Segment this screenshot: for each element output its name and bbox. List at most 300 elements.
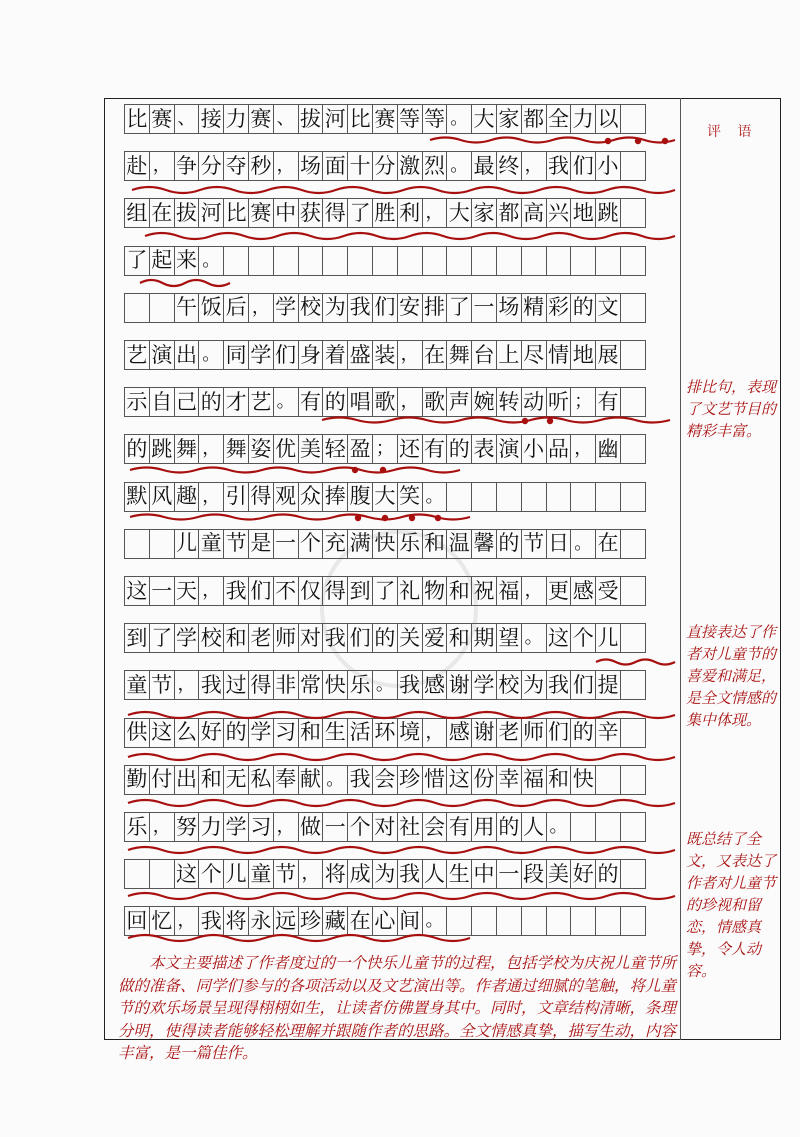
grid-cell bbox=[521, 246, 547, 276]
grid-cell: 排 bbox=[422, 293, 448, 323]
grid-cell: 人 bbox=[422, 859, 448, 889]
grid-cell: 和 bbox=[546, 765, 572, 795]
grid-cell: 赛 bbox=[248, 198, 274, 228]
grid-cell: 赛 bbox=[149, 104, 175, 134]
grid-cell: 关 bbox=[397, 623, 423, 653]
grid-cell: 表 bbox=[471, 434, 497, 464]
grid-cell: 十 bbox=[347, 151, 373, 181]
grid-cell: 力 bbox=[198, 812, 224, 842]
grid-cell: 不 bbox=[273, 576, 299, 606]
grid-cell: 我 bbox=[546, 670, 572, 700]
grid-cell: 比 bbox=[124, 104, 150, 134]
essay-row bbox=[124, 293, 645, 323]
grid-cell: 藏 bbox=[322, 906, 348, 936]
essay-row bbox=[124, 246, 645, 276]
grid-cell bbox=[620, 246, 646, 276]
grid-cell bbox=[496, 246, 522, 276]
grid-cell: 我 bbox=[546, 151, 572, 181]
grid-cell: 我 bbox=[347, 293, 373, 323]
grid-cell: 跳 bbox=[149, 434, 175, 464]
grid-cell: 高 bbox=[521, 198, 547, 228]
grid-cell: 为 bbox=[521, 670, 547, 700]
grid-cell: 、 bbox=[174, 104, 200, 134]
essay-row bbox=[124, 198, 645, 228]
grid-cell: 赛 bbox=[248, 104, 274, 134]
grid-cell: 满 bbox=[347, 529, 373, 559]
grid-cell: ， bbox=[149, 151, 175, 181]
grid-cell: 这 bbox=[446, 765, 472, 795]
grid-cell: 分 bbox=[372, 151, 398, 181]
grid-cell bbox=[546, 482, 572, 512]
grid-cell: 老 bbox=[496, 718, 522, 748]
grid-cell: ， bbox=[248, 293, 274, 323]
grid-cell: 我 bbox=[223, 576, 249, 606]
grid-cell: 期 bbox=[471, 623, 497, 653]
grid-cell: 乐 bbox=[124, 812, 150, 842]
grid-cell: 盛 bbox=[347, 340, 373, 370]
grid-cell: 乐 bbox=[397, 529, 423, 559]
grid-cell bbox=[124, 293, 150, 323]
grid-cell: 秒 bbox=[248, 151, 274, 181]
grid-cell: 快 bbox=[372, 529, 398, 559]
grid-cell: 会 bbox=[372, 765, 398, 795]
grid-cell: 激 bbox=[397, 151, 423, 181]
grid-cell: 起 bbox=[149, 246, 175, 276]
grid-cell bbox=[149, 293, 175, 323]
grid-cell: 有 bbox=[595, 387, 621, 417]
grid-cell bbox=[446, 246, 472, 276]
grid-cell: 舞 bbox=[174, 434, 200, 464]
grid-cell: 珍 bbox=[397, 765, 423, 795]
grid-cell bbox=[124, 859, 150, 889]
grid-cell: 以 bbox=[595, 104, 621, 134]
grid-cell: 对 bbox=[372, 812, 398, 842]
grid-cell: 。 bbox=[570, 529, 596, 559]
grid-cell: ， bbox=[298, 859, 324, 889]
grid-cell: 舞 bbox=[223, 434, 249, 464]
grid-cell: 习 bbox=[248, 812, 274, 842]
grid-cell: ， bbox=[273, 812, 299, 842]
grid-cell: 大 bbox=[446, 198, 472, 228]
grid-cell: 快 bbox=[322, 670, 348, 700]
grid-cell: 转 bbox=[496, 387, 522, 417]
grid-cell: 日 bbox=[546, 529, 572, 559]
teacher-summary: 本文主要描述了作者度过的一个快乐儿童节的过程，包括学校为庆祝儿童节所做的准备、同学们参与的各项活动以及文艺演出等。作者通过细腻的笔触，将儿童节的欢乐场景呈现得栩栩如生，让读者仿佛置身其中。同时，文章结构清晰，条理分明，使得读者能够轻松理解并跟随作者的思路。全文情感真挚，描写生动，内容丰富，是一篇佳作。 bbox=[118, 954, 677, 1062]
grid-cell bbox=[372, 246, 398, 276]
grid-cell: 同 bbox=[223, 340, 249, 370]
grid-cell: 儿 bbox=[174, 529, 200, 559]
grid-cell: 们 bbox=[570, 151, 596, 181]
grid-cell: 。 bbox=[198, 340, 224, 370]
grid-cell: 和 bbox=[446, 623, 472, 653]
grid-cell bbox=[620, 718, 646, 748]
grid-cell bbox=[570, 482, 596, 512]
grid-cell: 提 bbox=[595, 670, 621, 700]
grid-cell: 学 bbox=[273, 293, 299, 323]
grid-cell: 组 bbox=[124, 198, 150, 228]
grid-cell: 饭 bbox=[198, 293, 224, 323]
essay-row bbox=[124, 576, 645, 606]
grid-cell: 感 bbox=[446, 718, 472, 748]
grid-cell: 引 bbox=[223, 482, 249, 512]
grid-cell bbox=[620, 434, 646, 464]
grid-cell: 示 bbox=[124, 387, 150, 417]
grid-cell bbox=[546, 906, 572, 936]
grid-cell: 午 bbox=[174, 293, 200, 323]
grid-cell: 过 bbox=[223, 670, 249, 700]
grid-cell: ， bbox=[273, 151, 299, 181]
grid-cell: 上 bbox=[496, 340, 522, 370]
grid-cell: 安 bbox=[397, 293, 423, 323]
grid-cell: 馨 bbox=[471, 529, 497, 559]
grid-cell: 。 bbox=[546, 812, 572, 842]
grid-cell bbox=[124, 529, 150, 559]
grid-cell: 歌 bbox=[372, 387, 398, 417]
grid-cell: 感 bbox=[570, 576, 596, 606]
grid-cell: 学 bbox=[223, 812, 249, 842]
grid-cell: 了 bbox=[372, 576, 398, 606]
grid-cell: 校 bbox=[496, 670, 522, 700]
grid-cell bbox=[422, 246, 448, 276]
grid-cell: 谢 bbox=[446, 670, 472, 700]
grid-cell: ， bbox=[174, 906, 200, 936]
grid-cell bbox=[595, 765, 621, 795]
grid-cell: 装 bbox=[372, 340, 398, 370]
grid-cell: 。 bbox=[273, 387, 299, 417]
grid-cell: 比 bbox=[223, 198, 249, 228]
grid-cell: 获 bbox=[298, 198, 324, 228]
grid-cell: 唱 bbox=[347, 387, 373, 417]
grid-cell: 利 bbox=[397, 198, 423, 228]
grid-cell: 会 bbox=[422, 812, 448, 842]
grid-cell bbox=[521, 482, 547, 512]
grid-cell: 生 bbox=[446, 859, 472, 889]
grid-cell: 在 bbox=[595, 529, 621, 559]
grid-cell: 祝 bbox=[471, 576, 497, 606]
grid-cell bbox=[446, 906, 472, 936]
grid-cell: 艺 bbox=[124, 340, 150, 370]
essay-row bbox=[124, 906, 645, 936]
grid-cell: 地 bbox=[570, 198, 596, 228]
grid-cell: 永 bbox=[248, 906, 274, 936]
essay-row bbox=[124, 151, 645, 181]
grid-cell: 家 bbox=[496, 104, 522, 134]
grid-cell bbox=[298, 246, 324, 276]
grid-cell: 趣 bbox=[174, 482, 200, 512]
grid-cell bbox=[620, 198, 646, 228]
grid-cell: ， bbox=[521, 151, 547, 181]
grid-cell bbox=[546, 246, 572, 276]
grid-cell: 爱 bbox=[422, 623, 448, 653]
grid-cell: 歌 bbox=[422, 387, 448, 417]
grid-cell: 和 bbox=[298, 718, 324, 748]
grid-cell: 中 bbox=[471, 859, 497, 889]
grid-cell bbox=[521, 906, 547, 936]
grid-cell: 快 bbox=[570, 765, 596, 795]
grid-cell bbox=[149, 859, 175, 889]
grid-cell bbox=[496, 482, 522, 512]
grid-cell: 份 bbox=[471, 765, 497, 795]
grid-cell: 情 bbox=[546, 340, 572, 370]
grid-cell bbox=[620, 859, 646, 889]
grid-cell: 场 bbox=[496, 293, 522, 323]
grid-cell bbox=[595, 482, 621, 512]
grid-cell bbox=[620, 387, 646, 417]
grid-cell: 做 bbox=[298, 812, 324, 842]
grid-cell: 惜 bbox=[422, 765, 448, 795]
grid-cell bbox=[620, 623, 646, 653]
grid-cell bbox=[620, 576, 646, 606]
grid-cell: 师 bbox=[273, 623, 299, 653]
grid-cell bbox=[620, 812, 646, 842]
grid-cell: 。 bbox=[422, 482, 448, 512]
grid-cell: 终 bbox=[496, 151, 522, 181]
grid-cell: 了 bbox=[124, 246, 150, 276]
grid-cell: 声 bbox=[446, 387, 472, 417]
grid-cell: 这 bbox=[124, 576, 150, 606]
grid-cell: 得 bbox=[248, 670, 274, 700]
grid-cell: 在 bbox=[149, 198, 175, 228]
essay-row bbox=[124, 529, 645, 559]
grid-cell: 幸 bbox=[496, 765, 522, 795]
grid-cell bbox=[347, 246, 373, 276]
grid-cell bbox=[620, 340, 646, 370]
grid-cell: 姿 bbox=[248, 434, 274, 464]
grid-cell: 中 bbox=[273, 198, 299, 228]
grid-cell: 都 bbox=[521, 104, 547, 134]
grid-cell: 受 bbox=[595, 576, 621, 606]
grid-cell: 听 bbox=[546, 387, 572, 417]
grid-cell: 们 bbox=[347, 623, 373, 653]
grid-cell: 学 bbox=[174, 623, 200, 653]
grid-cell: 环 bbox=[372, 718, 398, 748]
grid-cell: 们 bbox=[248, 576, 274, 606]
grid-cell: 我 bbox=[397, 859, 423, 889]
grid-cell: 来 bbox=[174, 246, 200, 276]
grid-cell: 笑 bbox=[397, 482, 423, 512]
grid-cell: 争 bbox=[174, 151, 200, 181]
grid-cell: ， bbox=[397, 387, 423, 417]
grid-cell: 礼 bbox=[397, 576, 423, 606]
grid-cell: 等 bbox=[397, 104, 423, 134]
grid-cell: 、 bbox=[273, 104, 299, 134]
grid-cell bbox=[248, 246, 274, 276]
grid-cell: 将 bbox=[322, 859, 348, 889]
grid-cell: 得 bbox=[248, 482, 274, 512]
grid-cell: 有 bbox=[446, 812, 472, 842]
grid-cell: 这 bbox=[546, 623, 572, 653]
grid-cell bbox=[620, 529, 646, 559]
grid-cell: 是 bbox=[248, 529, 274, 559]
grid-cell: 远 bbox=[273, 906, 299, 936]
grid-cell: 珍 bbox=[298, 906, 324, 936]
grid-cell: ， bbox=[198, 482, 224, 512]
grid-cell: 们 bbox=[273, 340, 299, 370]
grid-cell: 童 bbox=[124, 670, 150, 700]
grid-cell: 众 bbox=[298, 482, 324, 512]
grid-cell: 演 bbox=[496, 434, 522, 464]
grid-cell bbox=[471, 246, 497, 276]
grid-cell: 生 bbox=[322, 718, 348, 748]
grid-cell: 和 bbox=[446, 576, 472, 606]
grid-cell: 一 bbox=[322, 812, 348, 842]
grid-cell: 福 bbox=[521, 765, 547, 795]
grid-cell: 了 bbox=[446, 293, 472, 323]
grid-cell bbox=[620, 906, 646, 936]
grid-cell: 了 bbox=[149, 623, 175, 653]
grid-cell: 还 bbox=[397, 434, 423, 464]
grid-cell: 比 bbox=[347, 104, 373, 134]
grid-cell: 习 bbox=[273, 718, 299, 748]
grid-cell: 学 bbox=[248, 340, 274, 370]
grid-cell: 河 bbox=[198, 198, 224, 228]
grid-cell: 烈 bbox=[422, 151, 448, 181]
grid-cell bbox=[595, 906, 621, 936]
grid-cell: 节 bbox=[149, 670, 175, 700]
grid-cell: 将 bbox=[223, 906, 249, 936]
grid-cell: 的 bbox=[124, 434, 150, 464]
grid-cell: 我 bbox=[347, 765, 373, 795]
grid-cell: 着 bbox=[322, 340, 348, 370]
grid-cell: 得 bbox=[322, 576, 348, 606]
grid-cell bbox=[570, 812, 596, 842]
grid-cell: 地 bbox=[570, 340, 596, 370]
grid-cell bbox=[471, 482, 497, 512]
grid-cell: 老 bbox=[248, 623, 274, 653]
grid-cell: 面 bbox=[322, 151, 348, 181]
grid-cell: 自 bbox=[149, 387, 175, 417]
grid-cell: 的 bbox=[595, 859, 621, 889]
grid-cell: 的 bbox=[198, 387, 224, 417]
grid-cell bbox=[273, 246, 299, 276]
grid-cell: 小 bbox=[521, 434, 547, 464]
grid-cell: 盈 bbox=[347, 434, 373, 464]
grid-cell: 儿 bbox=[595, 623, 621, 653]
grid-cell: ， bbox=[521, 576, 547, 606]
grid-cell: 河 bbox=[322, 104, 348, 134]
grid-cell bbox=[397, 246, 423, 276]
grid-cell: 温 bbox=[446, 529, 472, 559]
grid-cell: 和 bbox=[422, 529, 448, 559]
grid-cell: 我 bbox=[198, 906, 224, 936]
grid-cell: 校 bbox=[198, 623, 224, 653]
grid-cell: 为 bbox=[372, 859, 398, 889]
grid-cell: 尽 bbox=[521, 340, 547, 370]
grid-cell: 到 bbox=[347, 576, 373, 606]
grid-cell: 轻 bbox=[322, 434, 348, 464]
grid-cell: 我 bbox=[322, 623, 348, 653]
grid-cell: 力 bbox=[570, 104, 596, 134]
grid-cell: ， bbox=[198, 434, 224, 464]
grid-cell: 有 bbox=[298, 387, 324, 417]
grid-cell: 。 bbox=[198, 246, 224, 276]
grid-cell: ， bbox=[149, 812, 175, 842]
grid-cell: 。 bbox=[422, 906, 448, 936]
grid-cell: 成 bbox=[347, 859, 373, 889]
grid-cell: ， bbox=[422, 198, 448, 228]
grid-cell: 师 bbox=[521, 718, 547, 748]
grid-cell: 台 bbox=[471, 340, 497, 370]
grid-cell bbox=[595, 246, 621, 276]
grid-cell: 无 bbox=[223, 765, 249, 795]
grid-cell: 用 bbox=[471, 812, 497, 842]
grid-cell: ， bbox=[397, 340, 423, 370]
essay-row bbox=[124, 670, 645, 700]
grid-cell: 动 bbox=[521, 387, 547, 417]
grid-cell: 节 bbox=[521, 529, 547, 559]
grid-cell: 供 bbox=[124, 718, 150, 748]
grid-cell: 活 bbox=[347, 718, 373, 748]
grid-cell: 仅 bbox=[298, 576, 324, 606]
grid-cell: 这 bbox=[149, 718, 175, 748]
grid-cell: 场 bbox=[298, 151, 324, 181]
grid-cell: 的 bbox=[223, 718, 249, 748]
grid-cell: 美 bbox=[298, 434, 324, 464]
grid-cell: 回 bbox=[124, 906, 150, 936]
grid-cell: 优 bbox=[273, 434, 299, 464]
grid-cell bbox=[620, 151, 646, 181]
grid-cell: 的 bbox=[496, 529, 522, 559]
grid-cell: 出 bbox=[174, 765, 200, 795]
grid-cell: 舞 bbox=[446, 340, 472, 370]
grid-cell: 艺 bbox=[248, 387, 274, 417]
grid-cell: ； bbox=[570, 387, 596, 417]
grid-cell: 大 bbox=[372, 482, 398, 512]
grid-cell: 到 bbox=[124, 623, 150, 653]
grid-cell: 一 bbox=[273, 529, 299, 559]
grid-cell: 和 bbox=[198, 765, 224, 795]
grid-cell: 们 bbox=[570, 670, 596, 700]
grid-cell bbox=[620, 104, 646, 134]
grid-cell: 全 bbox=[546, 104, 572, 134]
comment-conclusion: 既总结了全文，又表达了作者对儿童节的珍视和留恋，情感真挚，令人动容。 bbox=[686, 830, 777, 980]
grid-cell: 段 bbox=[521, 859, 547, 889]
grid-cell: 一 bbox=[149, 576, 175, 606]
essay-row bbox=[124, 434, 645, 464]
grid-cell: 彩 bbox=[546, 293, 572, 323]
grid-cell bbox=[570, 246, 596, 276]
grid-cell: 个 bbox=[347, 812, 373, 842]
grid-cell: 家 bbox=[471, 198, 497, 228]
grid-cell bbox=[620, 765, 646, 795]
grid-cell: 兴 bbox=[546, 198, 572, 228]
essay-row bbox=[124, 340, 645, 370]
grid-cell: 学 bbox=[471, 670, 497, 700]
comment-header: 评 语 bbox=[707, 124, 758, 140]
grid-cell: 幽 bbox=[595, 434, 621, 464]
grid-cell: 个 bbox=[570, 623, 596, 653]
grid-cell: ， bbox=[198, 576, 224, 606]
essay-row bbox=[124, 718, 645, 748]
grid-cell: 忆 bbox=[149, 906, 175, 936]
grid-cell: 非 bbox=[273, 670, 299, 700]
grid-cell: 在 bbox=[347, 906, 373, 936]
grid-cell: 品 bbox=[546, 434, 572, 464]
grid-cell: 。 bbox=[446, 151, 472, 181]
grid-cell: 间 bbox=[397, 906, 423, 936]
grid-cell: 拔 bbox=[174, 198, 200, 228]
grid-cell: 一 bbox=[496, 859, 522, 889]
grid-cell: 的 bbox=[570, 718, 596, 748]
grid-cell: 演 bbox=[149, 340, 175, 370]
grid-cell: 接 bbox=[198, 104, 224, 134]
grid-cell: 们 bbox=[372, 293, 398, 323]
grid-cell: 童 bbox=[248, 859, 274, 889]
grid-cell: 对 bbox=[298, 623, 324, 653]
grid-cell: 默 bbox=[124, 482, 150, 512]
grid-cell: 乐 bbox=[347, 670, 373, 700]
grid-cell: 后 bbox=[223, 293, 249, 323]
